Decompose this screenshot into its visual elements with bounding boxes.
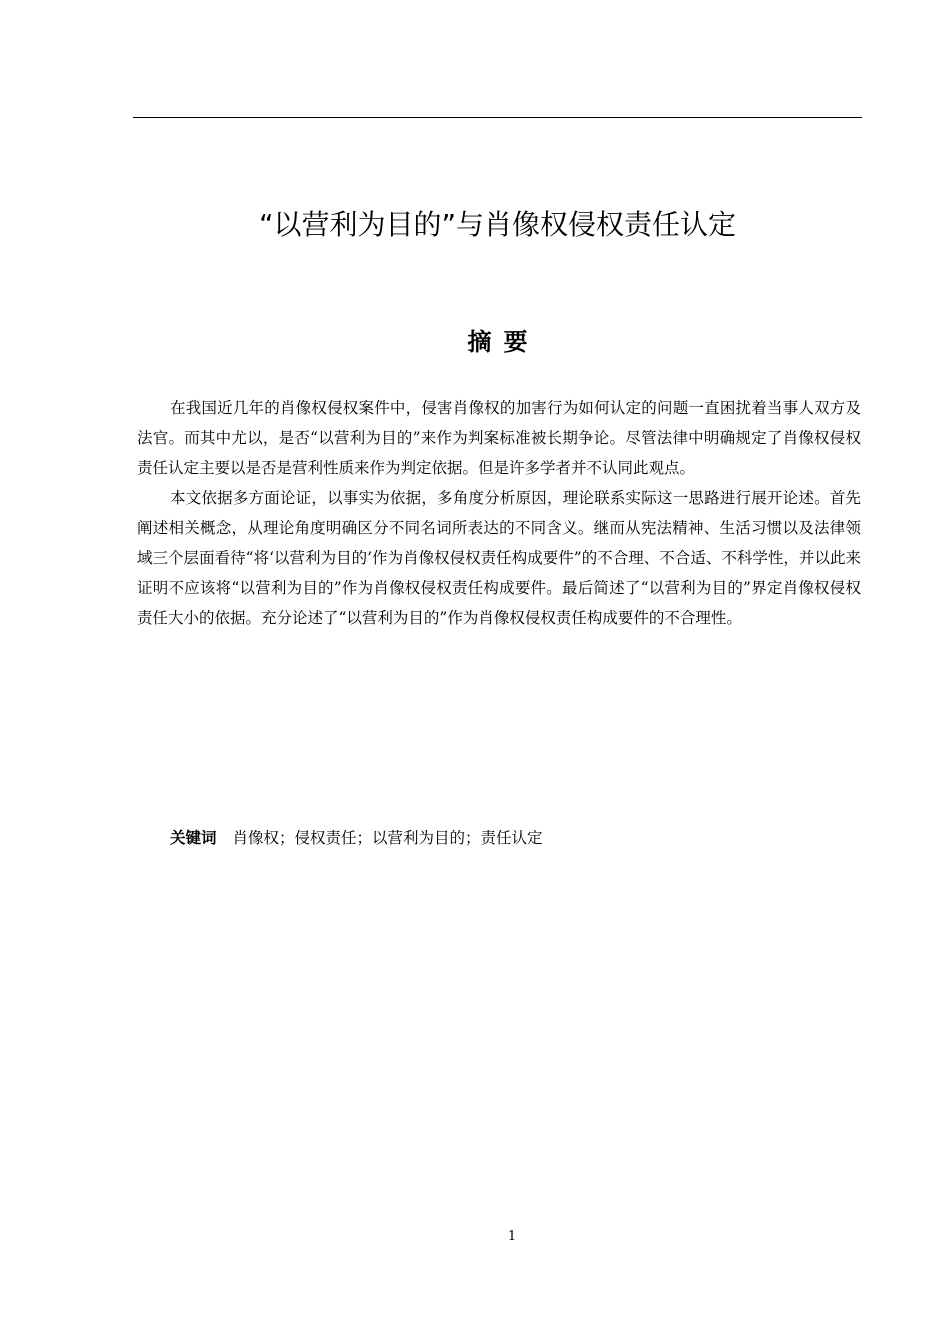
keywords-list: 肖像权；侵权责任；以营利为目的；责任认定 bbox=[232, 829, 543, 847]
keywords-line bbox=[170, 823, 860, 853]
abstract-paragraph-1: 在我国近几年的肖像权侵权案件中，侵害肖像权的加害行为如何认定的问题一直困扰着当事人双方及法官。而其中尤以，是否“以营利为目的”来作为判案标准被长期争论。尽管法律中明确规定了肖像权侵权责任认定主要以是否是营利性质来作为判定依据。但是许多学者并不认同此观点。 bbox=[137, 399, 861, 477]
page-number: 1 bbox=[507, 1229, 517, 1244]
header-rule bbox=[133, 117, 862, 118]
abstract-heading: 摘要 bbox=[467, 328, 540, 356]
abstract-paragraph-2: 本文依据多方面论证，以事实为依据，多角度分析原因，理论联系实际这一思路进行展开论述。首先阐述相关概念，从理论角度明确区分不同名词所表达的不同含义。继而从宪法精神、生活习惯以及法律领域三个层面看待“将‘以营利为目的’作为肖像权侵权责任构成要件”的不合理、不合适、不科学性，并以此来证明不应该将“以营利为目的”作为肖像权侵权责任构成要件。最后简述了“以营利为目的”界定肖像权侵权责任大小的依据。充分论述了“以营利为目的”作为肖像权侵权责任构成要件的不合理性。 bbox=[137, 489, 861, 627]
abstract-body bbox=[137, 393, 861, 633]
keywords-label: 关键词 bbox=[170, 829, 217, 847]
document-title: “以营利为目的”与肖像权侵权责任认定 bbox=[258, 208, 736, 241]
